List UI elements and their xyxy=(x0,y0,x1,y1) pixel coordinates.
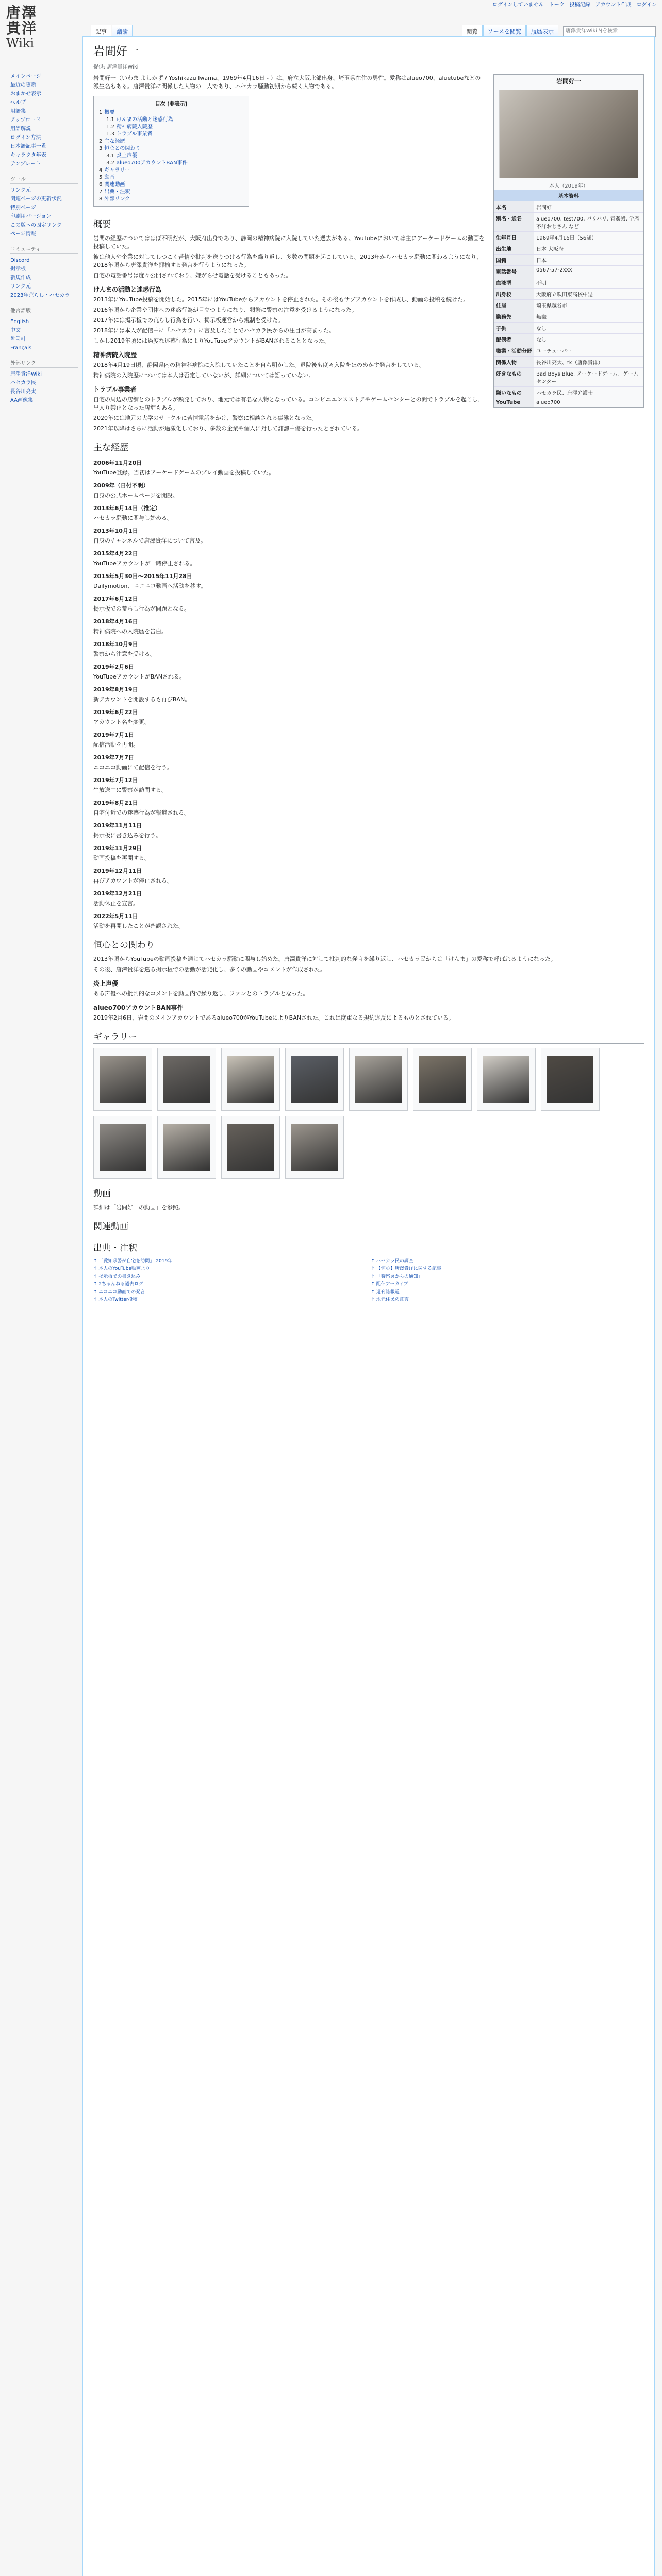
infobox-value: Bad Boys Blue, アーケードゲーム、ゲームセンター xyxy=(536,371,639,385)
event-text: ハセカラ騒動に関与し始める。 xyxy=(93,515,173,521)
infobox-title: 岩間好一 xyxy=(556,78,581,85)
sidebar xyxy=(0,72,82,411)
event-date: 2019年7月1日 xyxy=(93,732,134,738)
event-text: YouTubeアカウントがBANされる。 xyxy=(93,673,185,680)
paragraph: 精神病院の入院歴については本人は否定していないが、詳細については語っていない。 xyxy=(93,372,315,379)
gallery-image[interactable] xyxy=(221,1116,280,1179)
sidebar-item[interactable]: 特別ページ xyxy=(10,205,36,211)
toc-title[interactable]: 目次 [非表示] xyxy=(155,101,188,107)
infobox-label: 別名・通名 xyxy=(494,213,534,232)
event-date: 2019年12月11日 xyxy=(93,868,142,874)
event-text: 自身の公式ホームページを開設。 xyxy=(93,492,178,499)
sidebar-item[interactable]: ハセカラ民 xyxy=(10,380,36,386)
sidebar-item[interactable]: アップロード xyxy=(10,117,41,123)
infobox-label: 国籍 xyxy=(494,255,534,266)
sidebar-list xyxy=(10,186,78,239)
section-heading: 出典・注釈 xyxy=(93,1241,644,1255)
toc-number: 2 xyxy=(99,139,103,144)
sidebar-item[interactable]: メインページ xyxy=(10,74,41,79)
infobox-row xyxy=(494,243,643,255)
event-text: 動画投稿を再開する。 xyxy=(93,855,150,861)
event-text: YouTube登録。当初はアーケードゲームのプレイ動画を投稿していた。 xyxy=(93,469,275,476)
event-date: 2019年11月11日 xyxy=(93,822,142,829)
reference-item[interactable]: ↑ 週刊誌報道 xyxy=(371,1290,400,1295)
page-subtitle: 提供: 唐澤貴洋Wiki xyxy=(93,64,139,70)
infobox-row xyxy=(494,311,643,323)
view-tab-1[interactable]: ソースを閲覧 xyxy=(483,25,526,38)
paragraph: 彼は他人や企業に対してしつこく苦情や批判を送りつける行為を繰り返し、多数の問題を起こしている。2013年からハセカラ騒動に関わるようになり、2018年頃から唐澤貴洋を揶揄する発言を行うようになった。 xyxy=(93,253,482,268)
toc-number: 7 xyxy=(99,189,103,195)
reference-item[interactable]: ↑ 本人のTwitter投稿 xyxy=(93,1297,138,1302)
infobox-label: 好きなもの xyxy=(494,368,534,387)
subsection-heading: 精神病院入院歴 xyxy=(93,351,137,359)
sidebar-portal xyxy=(10,175,78,239)
event-date: 2018年10月9日 xyxy=(93,641,138,648)
toc-label: 主な経歴 xyxy=(104,139,125,144)
personal-link[interactable]: トーク xyxy=(549,2,565,8)
sidebar-list xyxy=(10,256,78,300)
event-text: 掲示板に書き込みを行う。 xyxy=(93,832,161,839)
gallery-image[interactable] xyxy=(93,1048,152,1111)
toc-label: けんまの活動と迷惑行為 xyxy=(116,117,173,123)
event-date: 2022年5月11日 xyxy=(93,913,138,920)
toc-item[interactable] xyxy=(99,109,243,116)
paragraph: 2013年にYouTube投稿を開始した。2015年にはYouTubeからアカウントを停止された。その後もサブアカウントを作成し、動画の投稿を続けた。 xyxy=(93,296,469,303)
event-date: 2019年11月29日 xyxy=(93,845,142,852)
event-date: 2013年6月14日（推定） xyxy=(93,505,161,512)
lead-paragraph: 岩間好一（いわま よしかず / Yoshikazu Iwama、1969年4月16日 - ）は、府立大阪北部出身、埼玉県在住の男性。愛称はalueo700、aluetubeなどの派生名もある。唐澤貴洋に関係した人物の一人であり、ハセカラ騒動初期から続く人物である。 xyxy=(93,75,481,90)
toc-label: 精神病院入院歴 xyxy=(116,124,153,130)
event-text: 生放送中に警察が訪問する。 xyxy=(93,787,167,793)
paragraph: 自宅の周辺の店舗とのトラブルが頻発しており、地元では有名な人物となっている。コンビニエンスストアやゲームセンターとの間でトラブルを起こし、出入り禁止となった店舗もある。 xyxy=(93,396,484,411)
gallery-thumb xyxy=(291,1056,338,1103)
sidebar-list xyxy=(10,72,78,168)
infobox-row xyxy=(494,334,643,345)
sidebar-item[interactable]: Français xyxy=(10,345,32,351)
toc-number: 4 xyxy=(99,167,103,173)
toc-number: 1.3 xyxy=(106,131,114,137)
sidebar-item[interactable]: 長谷川亮太 xyxy=(10,389,36,395)
event-date: 2017年6月12日 xyxy=(93,596,138,602)
logo-line3: Wiki xyxy=(6,36,35,50)
subsection-heading: 炎上声優 xyxy=(93,980,119,987)
event-date: 2019年6月22日 xyxy=(93,709,138,716)
event-date: 2018年4月16日 xyxy=(93,618,138,625)
toc-number: 3.2 xyxy=(106,160,114,166)
infobox-caption: 本人（2019年） xyxy=(549,183,588,189)
infobox-table xyxy=(494,201,643,407)
toc-number: 3 xyxy=(99,146,103,151)
infobox-label: 本名 xyxy=(494,201,534,213)
sidebar-item[interactable]: 掲示板 xyxy=(10,266,26,272)
sidebar-item[interactable]: リンク元 xyxy=(10,188,31,193)
infobox-row xyxy=(494,289,643,300)
paragraph: 2018年には本人が配信中に「ハセカラ」に言及したことでハセカラ民からの注目が高まった。 xyxy=(93,327,335,334)
event-date: 2013年10月1日 xyxy=(93,528,138,534)
section-heading: 関連動画 xyxy=(93,1219,644,1233)
sidebar-item[interactable]: Discord xyxy=(10,258,30,263)
sidebar-item[interactable]: 新規作成 xyxy=(10,275,31,281)
toc-label: 関連動画 xyxy=(104,182,125,188)
gallery-image[interactable] xyxy=(541,1048,600,1111)
gallery-thumb xyxy=(163,1124,210,1171)
event-text: 配信活動を再開。 xyxy=(93,741,139,748)
sidebar-portal xyxy=(10,72,78,168)
personal-tools xyxy=(0,0,662,10)
gallery-thumb xyxy=(291,1124,338,1171)
event-text: 警察から注意を受ける。 xyxy=(93,651,156,657)
toc-number: 1.1 xyxy=(106,117,114,123)
reference-item[interactable]: ↑ 「警察署からの通知」 xyxy=(371,1274,423,1279)
event-text: 再びアカウントが停止される。 xyxy=(93,877,173,884)
toc-number: 8 xyxy=(99,196,103,202)
gallery-thumb xyxy=(100,1056,146,1103)
gallery-thumb xyxy=(483,1056,529,1103)
sidebar-heading: 外部リンク xyxy=(10,359,78,368)
infobox-row xyxy=(494,213,643,232)
personal-link[interactable]: 投稿記録 xyxy=(569,2,590,8)
event-text: Dailymotion、ニコニコ動画へ活動を移す。 xyxy=(93,583,207,589)
infobox-value: 日本 大阪府 xyxy=(536,247,564,252)
gallery-image[interactable] xyxy=(413,1048,472,1111)
gallery-image[interactable] xyxy=(349,1048,408,1111)
toc-item[interactable] xyxy=(99,174,243,181)
infobox-label: 関係人物 xyxy=(494,357,534,368)
subsection-heading: けんまの活動と迷惑行為 xyxy=(93,286,162,293)
reference-item[interactable]: ↑ ハセカラ民の調査 xyxy=(371,1259,413,1264)
toc-number: 3.1 xyxy=(106,153,114,159)
infobox-label: 血液型 xyxy=(494,277,534,289)
search-input[interactable]: 唐澤貴洋Wiki内を検索 xyxy=(563,26,656,37)
toc-label: ギャラリー xyxy=(104,167,130,173)
sidebar-item[interactable]: テンプレート xyxy=(10,161,41,167)
toc-label: 外部リンク xyxy=(104,196,130,202)
gallery-thumb xyxy=(227,1056,274,1103)
event-text: YouTubeアカウントが一時停止される。 xyxy=(93,560,196,567)
sidebar-item[interactable]: リンク元 xyxy=(10,284,31,290)
reference-item[interactable]: ↑ 掲示板での書き込み xyxy=(93,1274,141,1279)
event-text: ニコニコ動画にて配信を行う。 xyxy=(93,764,173,771)
references xyxy=(93,1258,644,1304)
infobox-value: 日本 xyxy=(536,258,547,264)
event-text: 活動を再開したことが確認された。 xyxy=(93,923,184,929)
event-text: 精神病院への入院歴を告白。 xyxy=(93,628,167,635)
sidebar-item[interactable]: 日本語記事一覧 xyxy=(10,144,46,149)
sidebar-heading: ツール xyxy=(10,175,78,184)
event-date: 2019年7月12日 xyxy=(93,777,138,784)
infobox xyxy=(493,74,644,408)
infobox-value: ハセカラ民、唐澤弁護士 xyxy=(536,391,593,396)
gallery-thumb xyxy=(547,1056,593,1103)
gallery-image[interactable] xyxy=(157,1116,216,1179)
paragraph: 2017年には掲示板での荒らし行為を行い、掲示板運営から規制を受けた。 xyxy=(93,317,284,324)
reference-item[interactable]: ↑ 本人のYouTube動画より xyxy=(93,1266,150,1272)
infobox-value: 長谷川亮太、tk（唐澤貴洋） xyxy=(536,360,603,366)
page-title: 岩間好一 xyxy=(93,43,644,60)
gallery-thumb xyxy=(419,1056,466,1103)
view-tab-2[interactable]: 履歴表示 xyxy=(526,25,558,38)
infobox-label: 勤務先 xyxy=(494,311,534,323)
paragraph: その後、唐澤貴洋を巡る掲示板での活動が活発化し、多くの動画やコメントが作成された。 xyxy=(93,966,326,973)
paragraph: 2020年には地元の大学のサークルに苦情電話をかけ、警察に相談される事態となった。 xyxy=(93,415,318,421)
infobox-row xyxy=(494,266,643,277)
paragraph: 詳細は「岩間好一の動画」を参照。 xyxy=(93,1204,184,1211)
site-logo[interactable] xyxy=(6,5,68,67)
personal-link[interactable]: ログインしていません xyxy=(492,2,544,8)
infobox-label: 出身校 xyxy=(494,289,534,300)
toc-item[interactable] xyxy=(99,167,243,174)
event-date: 2019年8月21日 xyxy=(93,800,138,806)
toc-label: 出典・注釈 xyxy=(104,189,130,195)
toc-item[interactable] xyxy=(99,181,243,189)
toc-label: 概要 xyxy=(104,110,115,115)
personal-link[interactable]: ログイン xyxy=(636,2,657,8)
reference-item[interactable]: ↑ 配信アーカイブ xyxy=(371,1282,408,1287)
gallery-image[interactable] xyxy=(93,1116,152,1179)
sidebar-item[interactable]: おまかせ表示 xyxy=(10,91,41,97)
infobox-row xyxy=(494,368,643,387)
infobox-label: 出生地 xyxy=(494,243,534,255)
infobox-label: 配偶者 xyxy=(494,334,534,345)
sidebar-item[interactable]: ヘルプ xyxy=(10,100,26,106)
paragraph: しかし2019年頃には過度な迷惑行為によりYouTubeアカウントがBANされることとなった。 xyxy=(93,337,330,344)
infobox-label: YouTube xyxy=(494,398,534,408)
infobox-value: なし xyxy=(536,326,547,332)
personal-link[interactable]: アカウント作成 xyxy=(595,2,632,8)
reference-item[interactable]: ↑ 「愛知県警が自宅を訪問」 2019年 xyxy=(93,1259,173,1264)
paragraph: 2016年頃から企業や団体への迷惑行為が目立つようになり、頻繁に警察の注意を受けるようになった。 xyxy=(93,307,357,313)
sidebar-item[interactable]: 2023年荒らし・ハセカラ xyxy=(10,293,70,298)
section-heading: 動画 xyxy=(93,1186,644,1200)
infobox-photo[interactable] xyxy=(499,90,638,178)
subsection-heading: alueo700アカウントBAN事件 xyxy=(93,1004,184,1011)
toc-item[interactable] xyxy=(99,138,243,145)
reference-item[interactable]: ↑ 地元住民の証言 xyxy=(371,1297,409,1302)
gallery-image[interactable] xyxy=(221,1048,280,1111)
sidebar-item[interactable]: 中文 xyxy=(10,328,21,333)
tab-1[interactable]: 議論 xyxy=(112,25,133,38)
section-heading: 主な経歴 xyxy=(93,440,644,454)
infobox-label: 職業・活動分野 xyxy=(494,345,534,357)
infobox-label: 子供 xyxy=(494,323,534,334)
gallery-image[interactable] xyxy=(157,1048,216,1111)
infobox-value: 1969年4月16日（56歳） xyxy=(536,235,597,241)
view-tab-0[interactable]: 閲覧 xyxy=(462,25,483,38)
infobox-value: alueo700 xyxy=(536,400,560,405)
logo-line2: 貴洋 xyxy=(6,20,38,37)
sidebar-portal xyxy=(10,359,78,405)
reference-item[interactable]: ↑ 【恒心】唐澤貴洋に関する記事 xyxy=(371,1266,441,1272)
gallery-image[interactable] xyxy=(477,1048,536,1111)
event-text: 掲示板での荒らし行為が問題となる。 xyxy=(93,605,190,612)
sidebar-heading: コミュニティ xyxy=(10,245,78,254)
gallery-image[interactable] xyxy=(285,1116,344,1179)
event-date: 2019年8月19日 xyxy=(93,686,138,693)
gallery-thumb xyxy=(163,1056,210,1103)
toc-number: 5 xyxy=(99,175,103,180)
infobox-row xyxy=(494,398,643,408)
infobox-value: ユーチューバー xyxy=(536,349,572,354)
event-date: 2019年12月21日 xyxy=(93,890,142,897)
paragraph: 2019年2月6日、岩間のメインアカウントであるalueo700がYouTubeによりBANされた。これは度重なる規約違反によるものとされている。 xyxy=(93,1014,454,1021)
sidebar-item[interactable]: ログイン方法 xyxy=(10,135,41,141)
event-date: 2015年5月30日～2015年11月28日 xyxy=(93,573,192,580)
infobox-row xyxy=(494,232,643,243)
event-text: 新アカウントを開設するも再びBAN。 xyxy=(93,696,191,703)
paragraph: ある声優への批判的なコメントを動画内で繰り返し、ファンとのトラブルとなった。 xyxy=(93,990,309,997)
toc-item[interactable] xyxy=(99,189,243,196)
event-text: 活動休止を宣言。 xyxy=(93,900,139,907)
infobox-value: alueo700, test700, バリバリ, 青姦殿, 学歴不詳おじさん など xyxy=(536,216,640,230)
tab-0[interactable]: 記事 xyxy=(91,25,111,38)
sidebar-portal xyxy=(10,245,78,300)
logo-line1: 唐澤 xyxy=(6,4,38,21)
sidebar-portal xyxy=(10,306,78,352)
infobox-value: 大阪府立吹田東高校中退 xyxy=(536,292,593,298)
sidebar-item[interactable]: 印刷用バージョン xyxy=(10,214,52,219)
sidebar-list xyxy=(10,317,78,352)
infobox-row xyxy=(494,345,643,357)
toc-number: 1 xyxy=(99,110,103,115)
paragraph: 2013年頃からYouTubeの動画投稿を通じてハセカラ騒動に関与し始めた。唐澤貴洋に対して批判的な発言を繰り返し、ハセカラ民からは「けんま」の愛称で呼ばれるようになった。 xyxy=(93,956,556,962)
infobox-row xyxy=(494,255,643,266)
infobox-row xyxy=(494,387,643,398)
section-heading: 概要 xyxy=(93,217,644,231)
infobox-label: 住居 xyxy=(494,300,534,311)
section-heading: 恒心との関わり xyxy=(93,938,644,952)
event-text: 自宅付近での迷惑行為が報道される。 xyxy=(93,809,190,816)
toc-label: 恒心との関わり xyxy=(104,146,141,151)
toc-label: alueo700アカウントBAN事件 xyxy=(116,160,188,166)
sidebar-item[interactable]: 関連ページの更新状況 xyxy=(10,196,62,202)
event-date: 2009年（日付不明） xyxy=(93,482,149,489)
sidebar-item[interactable]: 唐澤貴洋Wiki xyxy=(10,371,42,377)
infobox-value: 埼玉県越谷市 xyxy=(536,303,567,309)
toc-label: トラブル事業者 xyxy=(116,131,153,137)
main-content xyxy=(82,36,655,2576)
event-date: 2019年7月7日 xyxy=(93,754,134,761)
gallery-thumb xyxy=(355,1056,402,1103)
infobox-row xyxy=(494,323,643,334)
infobox-row xyxy=(494,277,643,289)
toc-item[interactable] xyxy=(99,131,243,138)
gallery-thumb xyxy=(227,1124,274,1171)
infobox-value: 岩間好一 xyxy=(536,205,557,211)
toc-label: 動画 xyxy=(104,175,115,180)
reference-item[interactable]: ↑ ニコニコ動画での発言 xyxy=(93,1290,145,1295)
table-of-contents xyxy=(93,96,249,207)
toc-list xyxy=(99,109,243,203)
event-date: 2015年4月22日 xyxy=(93,550,138,557)
event-date: 2006年11月20日 xyxy=(93,460,142,466)
toc-item[interactable] xyxy=(99,124,243,131)
sidebar-item[interactable]: 한국어 xyxy=(10,336,25,342)
sidebar-item[interactable]: 用語集 xyxy=(10,109,26,114)
event-text: アカウント名を変更。 xyxy=(93,719,150,725)
sidebar-item[interactable]: この版への固定リンク xyxy=(10,223,62,228)
infobox-row xyxy=(494,201,643,213)
reference-item[interactable]: ↑ 2ちゃんねる過去ログ xyxy=(93,1282,144,1287)
paragraph: 岩間の経歴についてはほぼ不明だが、大阪府出身であり、静岡の精神病院に入院していた過去がある。YouTubeにおいては主にアーケードゲームの動画を投稿していた。 xyxy=(93,235,485,250)
sidebar-heading: 他言語版 xyxy=(10,306,78,315)
gallery xyxy=(93,1048,644,1179)
infobox-value: なし xyxy=(536,337,547,343)
toc-item[interactable] xyxy=(99,160,243,167)
toc-number: 1.2 xyxy=(106,124,114,130)
paragraph: 2021年以降はさらに活動が過激化しており、多数の企業や個人に対して誹謗中傷を行ったとされている。 xyxy=(93,425,363,432)
sidebar-item[interactable]: 用語解説 xyxy=(10,126,31,132)
infobox-value: 不明 xyxy=(536,281,547,286)
event-text: 自身のチャンネルで唐澤貴洋について言及。 xyxy=(93,537,207,544)
paragraph: 自宅の電話番号は度々公開されており、嫌がらせ電話を受けることもあった。 xyxy=(93,272,292,279)
toc-item[interactable] xyxy=(99,116,243,124)
infobox-label: 生年月日 xyxy=(494,232,534,243)
subsection-heading: トラブル事業者 xyxy=(93,386,137,393)
infobox-label: 電話番号 xyxy=(494,266,534,277)
sidebar-item[interactable]: AA画像集 xyxy=(10,398,33,403)
infobox-value: 0567-57-2xxx xyxy=(536,267,572,273)
sidebar-item[interactable]: English xyxy=(10,319,29,325)
gallery-image[interactable] xyxy=(285,1048,344,1111)
toc-number: 6 xyxy=(99,182,103,188)
toc-item[interactable] xyxy=(99,196,243,203)
infobox-label: 嫌いなもの xyxy=(494,387,534,398)
toc-item[interactable] xyxy=(99,145,243,152)
infobox-value: 無職 xyxy=(536,315,547,320)
sidebar-item[interactable]: 最近の更新 xyxy=(10,82,36,88)
sidebar-item[interactable]: ページ情報 xyxy=(10,231,36,237)
gallery-thumb xyxy=(100,1124,146,1171)
infobox-header: 基本資料 xyxy=(494,190,643,201)
infobox-row xyxy=(494,357,643,368)
event-date: 2019年2月6日 xyxy=(93,664,134,670)
sidebar-list xyxy=(10,370,78,405)
toc-label: 炎上声優 xyxy=(116,153,137,159)
infobox-row xyxy=(494,300,643,311)
toc-item[interactable] xyxy=(99,152,243,160)
sidebar-item[interactable]: キャラクタ年表 xyxy=(10,152,46,158)
paragraph: 2018年4月19日頃、静岡県内の精神科病院に入院していたことを自ら明かした。退院後も度々入院をほのめかす発言をしている。 xyxy=(93,362,425,368)
section-heading: ギャラリー xyxy=(93,1029,644,1044)
